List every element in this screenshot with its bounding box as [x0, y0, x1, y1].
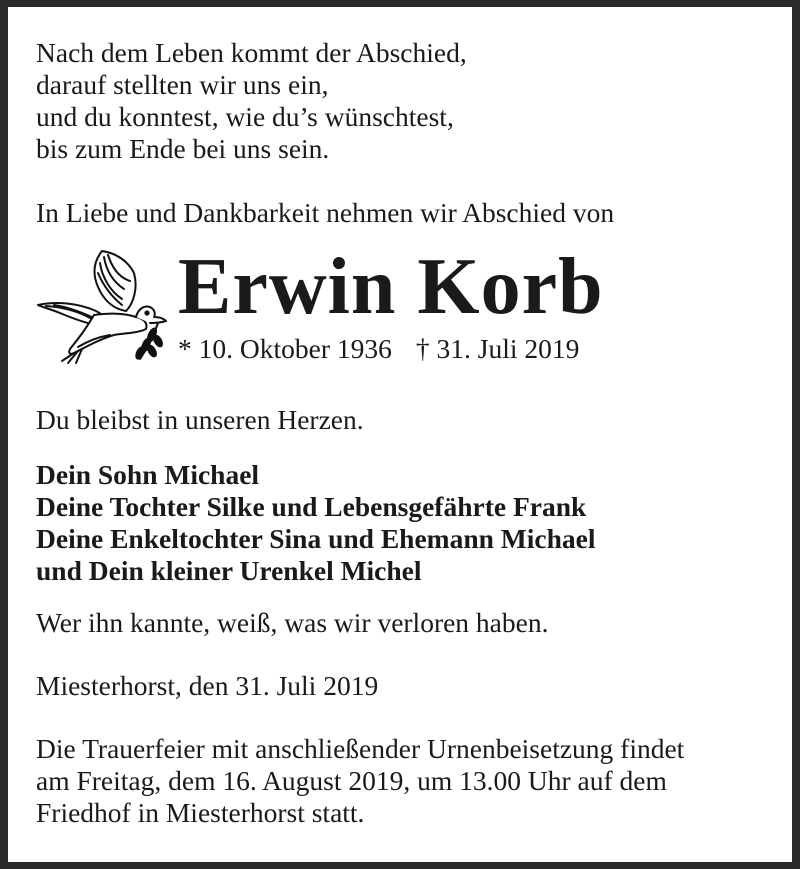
- mourner-line-1: Dein Sohn Michael: [36, 459, 260, 490]
- mourner-line-3: Deine Enkeltochter Sina und Ehemann Michael: [36, 523, 596, 554]
- poem-line-3: und du konntest, wie du’s wünschtest,: [36, 101, 454, 132]
- ceremony-line-2: am Freitag, dem 16. August 2019, um 13.00 Uhr auf dem: [36, 765, 667, 796]
- dove-icon: [34, 243, 174, 365]
- quote-text: Wer ihn kannte, weiß, was wir verloren haben.: [36, 607, 549, 638]
- intro-text: In Liebe und Dankbarkeit nehmen wir Abschied von: [36, 197, 615, 228]
- poem-line-2: darauf stellten wir uns ein,: [36, 69, 329, 100]
- ceremony-line-3: Friedhof in Miesterhorst statt.: [36, 797, 365, 828]
- mourner-line-2: Deine Tochter Silke und Lebensgefährte Frank: [36, 491, 587, 522]
- obituary-notice: [8, 7, 792, 862]
- farewell-text: Du bleibst in unseren Herzen.: [36, 404, 364, 435]
- poem-line-4: bis zum Ende bei uns sein.: [36, 133, 330, 164]
- deceased-name: Erwin Korb: [178, 243, 604, 331]
- ceremony-line-1: Die Trauerfeier mit anschließender Urnenbeisetzung findet: [36, 733, 685, 764]
- place-date: Miesterhorst, den 31. Juli 2019: [36, 670, 379, 701]
- poem-line-1: Nach dem Leben kommt der Abschied,: [36, 37, 467, 68]
- death-date: † 31. Juli 2019: [415, 333, 580, 364]
- birth-date: * 10. Oktober 1936: [178, 333, 392, 364]
- mourner-line-4: und Dein kleiner Urenkel Michel: [36, 555, 422, 586]
- life-dates: [178, 334, 579, 364]
